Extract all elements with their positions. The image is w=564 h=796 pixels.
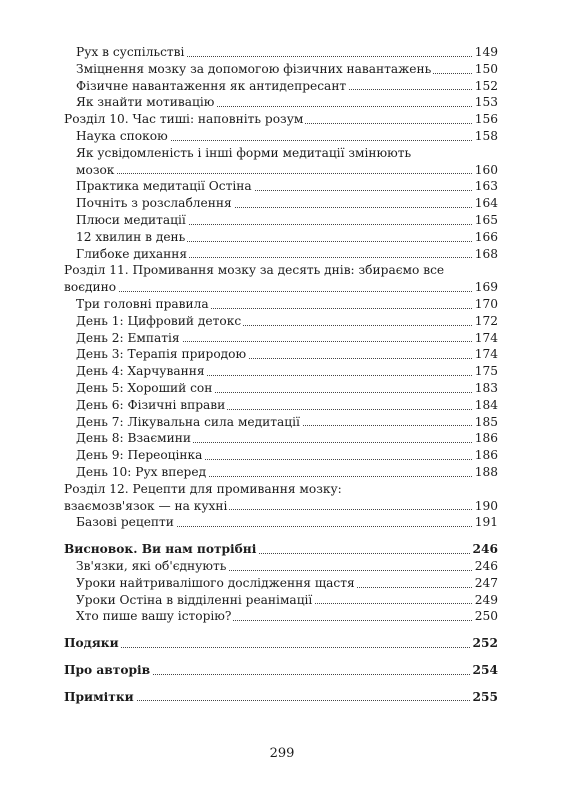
toc-entry[interactable] [64, 558, 498, 575]
toc-entry-title: День 3: Терапія природою [76, 347, 247, 362]
toc-entry[interactable] [64, 397, 498, 414]
toc-entry-title: День 9: Переоцінка [76, 448, 203, 463]
toc-entry-page: 152 [474, 78, 498, 93]
toc-entry[interactable] [64, 430, 498, 447]
toc-entry-page: 247 [474, 575, 498, 590]
toc-entry-title: мозок [76, 162, 115, 177]
toc-leader [64, 647, 498, 648]
toc-entry[interactable] [64, 61, 498, 78]
toc-entry[interactable] [64, 94, 498, 111]
toc-entry[interactable] [64, 464, 498, 481]
toc-entry-title: Розділ 11. Промивання мозку за десять днів: збираємо все [64, 263, 445, 278]
toc-entry[interactable] [64, 447, 498, 464]
toc-entry-title: Як усвідомленість і інші форми медитації змінюють [76, 145, 412, 160]
toc-chapter[interactable] [64, 689, 498, 706]
toc-entry[interactable] [64, 414, 498, 431]
page-number: 299 [269, 746, 295, 761]
toc-entry-page: 246 [474, 558, 498, 573]
toc-entry-title: День 10: Рух вперед [76, 464, 207, 479]
toc-entry-title: Почніть з розслаблення [76, 196, 232, 211]
toc-leader [76, 173, 498, 174]
toc-entry-page: 172 [474, 313, 498, 328]
toc-entry-title: Базові рецепти [76, 515, 174, 530]
toc-entry-title: 12 хвилин в день [76, 229, 186, 244]
toc-entry[interactable] [64, 195, 498, 212]
toc-chapter[interactable] [64, 498, 498, 515]
toc-entry-page: 185 [474, 414, 498, 429]
toc-entry[interactable] [64, 575, 498, 592]
toc-entry[interactable] [64, 246, 498, 263]
toc-leader [64, 291, 498, 292]
toc-entry-page: 158 [474, 128, 498, 143]
toc-entry-title: День 1: Цифровий детокс [76, 313, 242, 328]
toc-entry-title: День 5: Хороший сон [76, 380, 213, 395]
toc-entry-title: Про авторів [64, 662, 151, 677]
toc-entry[interactable] [64, 44, 498, 61]
toc-entry-page: 184 [474, 397, 498, 412]
toc-entry-title: Як знайти мотивацію [76, 95, 215, 110]
toc-entry-title: Три головні правила [76, 296, 209, 311]
toc-entry-title: День 8: Взаємини [76, 431, 192, 446]
toc-entry[interactable] [64, 128, 498, 145]
toc-entry-title: Подяки [64, 636, 119, 651]
toc-entry[interactable] [64, 592, 498, 609]
toc-entry-page: 183 [474, 380, 498, 395]
toc-chapter[interactable] [64, 541, 498, 558]
toc-entry-page: 166 [474, 229, 498, 244]
toc-entry[interactable] [64, 514, 498, 531]
toc-entry-page: 186 [474, 431, 498, 446]
toc-entry[interactable] [64, 313, 498, 330]
toc-entry-page: 174 [474, 347, 498, 362]
toc-entry-title: Фізичне навантаження як антидепресант [76, 78, 347, 93]
toc-entry-title: День 6: Фізичні вправи [76, 397, 226, 412]
toc-entry[interactable] [64, 229, 498, 246]
toc-entry[interactable] [64, 380, 498, 397]
toc-entry-title: Примітки [64, 689, 134, 704]
toc-entry-page: 246 [472, 542, 498, 557]
toc-entry-title: воєдино [64, 280, 117, 295]
toc-entry-page: 252 [472, 636, 498, 651]
toc-entry-page: 160 [474, 162, 498, 177]
toc-entry-page: 188 [474, 464, 498, 479]
toc-entry-page: 190 [474, 498, 498, 513]
toc-entry[interactable] [64, 363, 498, 380]
toc-chapter[interactable] [64, 262, 498, 279]
toc-chapter[interactable] [64, 635, 498, 652]
toc-entry-title: Рух в суспільстві [76, 45, 185, 59]
toc-entry-page: 250 [474, 609, 498, 624]
toc-chapter[interactable] [64, 279, 498, 296]
toc-entry-page: 165 [474, 212, 498, 227]
toc-entry-page: 149 [474, 45, 498, 59]
toc-entry-page: 169 [474, 280, 498, 295]
toc-entry-page: 249 [474, 592, 498, 607]
toc-entry-page: 174 [474, 330, 498, 345]
toc-entry-title: Уроки Остіна в відділенні реанімації [76, 592, 313, 607]
toc-chapter[interactable] [64, 481, 498, 498]
toc-entry-title: Розділ 10. Час тиші: наповніть розум [64, 112, 304, 127]
toc-entry-title: взаємозв'язок — на кухні [64, 498, 228, 513]
toc-entry[interactable] [64, 608, 498, 625]
toc-entry-page: 254 [472, 662, 498, 677]
toc-entry[interactable] [64, 178, 498, 195]
toc-entry-page: 170 [474, 296, 498, 311]
toc-entry[interactable] [64, 330, 498, 347]
toc-entry-title: Зв'язки, які об'єднують [76, 558, 227, 573]
toc-entry[interactable] [64, 346, 498, 363]
toc-chapter[interactable] [64, 662, 498, 679]
toc-entry-title: Глибоке дихання [76, 246, 188, 261]
toc-entry[interactable] [64, 296, 498, 313]
toc-entry[interactable] [64, 162, 498, 179]
toc-entry-page: 153 [474, 95, 498, 110]
toc-entry-page: 175 [474, 364, 498, 379]
toc-entry-title: Хто пише вашу історію? [76, 609, 232, 624]
toc-entry-page: 156 [474, 112, 498, 127]
toc-entry-title: Розділ 12. Рецепти для промивання мозку: [64, 481, 342, 496]
toc-entry-page: 168 [474, 246, 498, 261]
toc-entry-title: Практика медитації Остіна [76, 179, 252, 194]
toc-entry-page: 186 [474, 448, 498, 463]
toc-chapter[interactable] [64, 111, 498, 128]
toc-entry-page: 164 [474, 196, 498, 211]
toc-entry-title: День 2: Емпатія [76, 330, 180, 345]
toc-entry-page: 150 [474, 61, 498, 76]
toc-entry[interactable] [64, 145, 498, 162]
table-of-contents [64, 44, 498, 705]
toc-entry-title: Висновок. Ви нам потрібні [64, 542, 257, 557]
toc-entry-page: 255 [472, 689, 498, 704]
toc-entry-page: 191 [474, 515, 498, 530]
toc-entry-page: 163 [474, 179, 498, 194]
toc-entry-title: День 4: Харчування [76, 364, 205, 379]
toc-entry-title: Уроки найтривалішого дослідження щастя [76, 575, 355, 590]
toc-entry-title: День 7: Лікувальна сила медитації [76, 414, 300, 429]
toc-entry-title: Зміцнення мозку за допомогою фізичних навантажень [76, 61, 432, 76]
toc-entry-title: Наука спокою [76, 128, 168, 143]
toc-entry[interactable] [64, 78, 498, 95]
toc-entry-title: Плюси медитації [76, 212, 186, 227]
toc-entry[interactable] [64, 212, 498, 229]
